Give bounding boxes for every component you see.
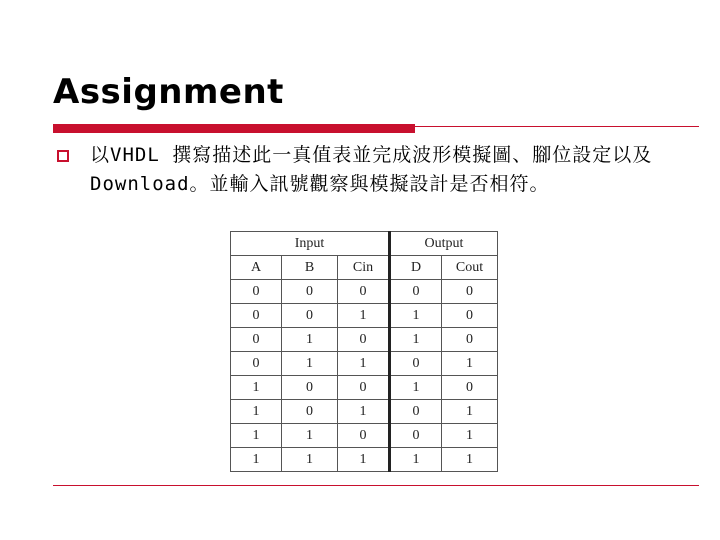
- table-cell: 1: [442, 400, 498, 424]
- table-cell: 1: [231, 400, 282, 424]
- table-cell: 1: [231, 424, 282, 448]
- table-cell: 0: [390, 280, 442, 304]
- table-cell: 1: [338, 448, 390, 472]
- table-cell: 1: [282, 328, 338, 352]
- table-cell: 0: [282, 376, 338, 400]
- table-cell: 1: [338, 304, 390, 328]
- table-row: [231, 352, 498, 376]
- bullet-square-icon: [57, 150, 69, 162]
- table-cell: 0: [338, 376, 390, 400]
- table-cell: 1: [338, 400, 390, 424]
- table-cell: 1: [390, 328, 442, 352]
- table-cell: 0: [390, 424, 442, 448]
- bullet-text: 以VHDL 撰寫描述此一真值表並完成波形模擬圖、腳位設定以及Download。並輸入訊號觀察與模擬設計是否相符。: [90, 144, 653, 195]
- table-row: [231, 280, 498, 304]
- column-header-b: B: [282, 256, 338, 280]
- table-cell: 0: [231, 280, 282, 304]
- table-cell: 0: [231, 304, 282, 328]
- table-row: [231, 376, 498, 400]
- table-cell: 0: [282, 304, 338, 328]
- table-cell: 1: [231, 376, 282, 400]
- table-cell: 0: [231, 328, 282, 352]
- table-cell: 0: [442, 280, 498, 304]
- table-cell: 1: [390, 448, 442, 472]
- table-cell: 0: [338, 328, 390, 352]
- title-underline-thin: [415, 126, 699, 127]
- slide-title: Assignment: [53, 72, 284, 112]
- table-row: [231, 304, 498, 328]
- table-cell: 0: [231, 352, 282, 376]
- output-group-header: Output: [390, 232, 498, 256]
- table-cell: 1: [442, 352, 498, 376]
- table-cell: 1: [442, 424, 498, 448]
- table-cell: 1: [338, 352, 390, 376]
- column-header-cin: Cin: [338, 256, 390, 280]
- table-cell: 1: [282, 424, 338, 448]
- table-cell: 0: [442, 304, 498, 328]
- table-cell: 0: [390, 352, 442, 376]
- table-row: [231, 400, 498, 424]
- footer-divider: [53, 485, 699, 486]
- table-cell: 0: [338, 424, 390, 448]
- table-cell: 1: [442, 448, 498, 472]
- table-row: [231, 424, 498, 448]
- title-underline-thick: [53, 124, 415, 133]
- table-cell: 1: [282, 448, 338, 472]
- table-cell: 0: [282, 400, 338, 424]
- table-cell: 0: [442, 328, 498, 352]
- table-row: [231, 328, 498, 352]
- column-header-a: A: [231, 256, 282, 280]
- table-cell: 1: [282, 352, 338, 376]
- table-cell: 0: [442, 376, 498, 400]
- table-cell: 1: [390, 376, 442, 400]
- table-cell: 0: [282, 280, 338, 304]
- table-cell: 0: [390, 400, 442, 424]
- table-cell: 1: [231, 448, 282, 472]
- table-cell: 0: [338, 280, 390, 304]
- table-cell: 1: [390, 304, 442, 328]
- truth-table: [230, 231, 498, 472]
- column-header-d: D: [390, 256, 442, 280]
- table-row: [231, 448, 498, 472]
- truth-table-image: [218, 225, 514, 470]
- input-group-header: Input: [231, 232, 390, 256]
- column-header-cout: Cout: [442, 256, 498, 280]
